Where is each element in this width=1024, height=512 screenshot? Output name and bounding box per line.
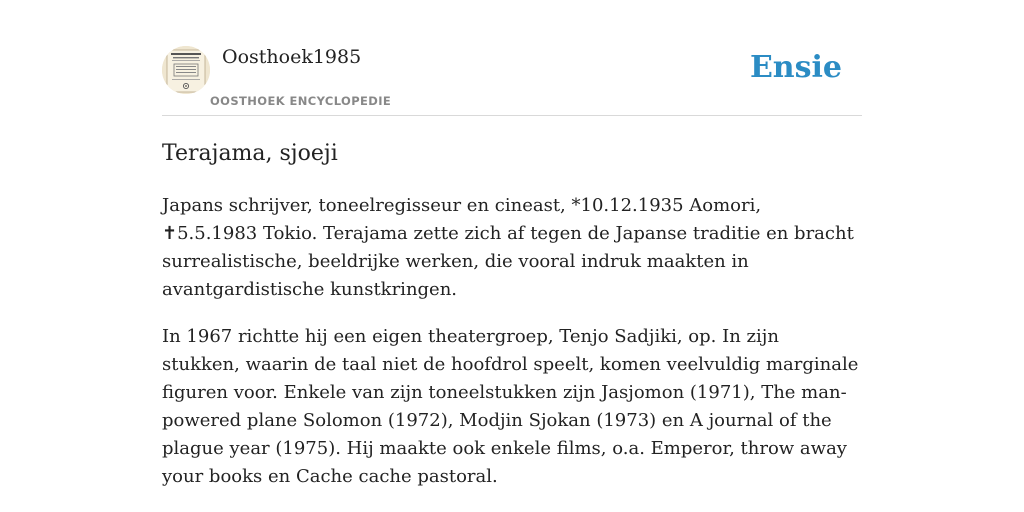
book-cover-icon xyxy=(162,46,210,94)
header xyxy=(162,0,862,116)
article-body xyxy=(162,192,862,510)
source-label[interactable]: OOSTHOEK ENCYCLOPEDIE xyxy=(210,94,392,108)
article-title: Terajama, sjoeji xyxy=(162,141,338,166)
article-paragraph: In 1967 richtte hij een eigen theatergroep, Tenjo Sadjiki, op. In zijn stukken, waarin de taal niet de hoofdrol speelt, komen veelvuldig marginale figuren voor. Enkele van zijn toneelstukken zijn Jasjomon (1971), The man-powered plane Solomon (1972), Modjin Sjokan (1973) en A journal of the plague year (1975). Hij maakte ook enkele films, o.a. Emperor, throw away your books en Cache cache pastoral. xyxy=(162,326,859,487)
page-container xyxy=(162,0,862,512)
article-paragraph: Japans schrijver, toneelregisseur en cineast, *10.12.1935 Aomori, ✝5.5.1983 Tokio. Terajama zette zich af tegen de Japanse traditie en bracht surrealistische, beeldrijke werken, die vooral indruk maakten in avantgardistische kunstkringen. xyxy=(162,195,854,300)
username[interactable]: Oosthoek1985 xyxy=(222,46,362,68)
avatar[interactable] xyxy=(162,46,210,94)
brand-logo[interactable]: Ensie xyxy=(749,50,842,85)
